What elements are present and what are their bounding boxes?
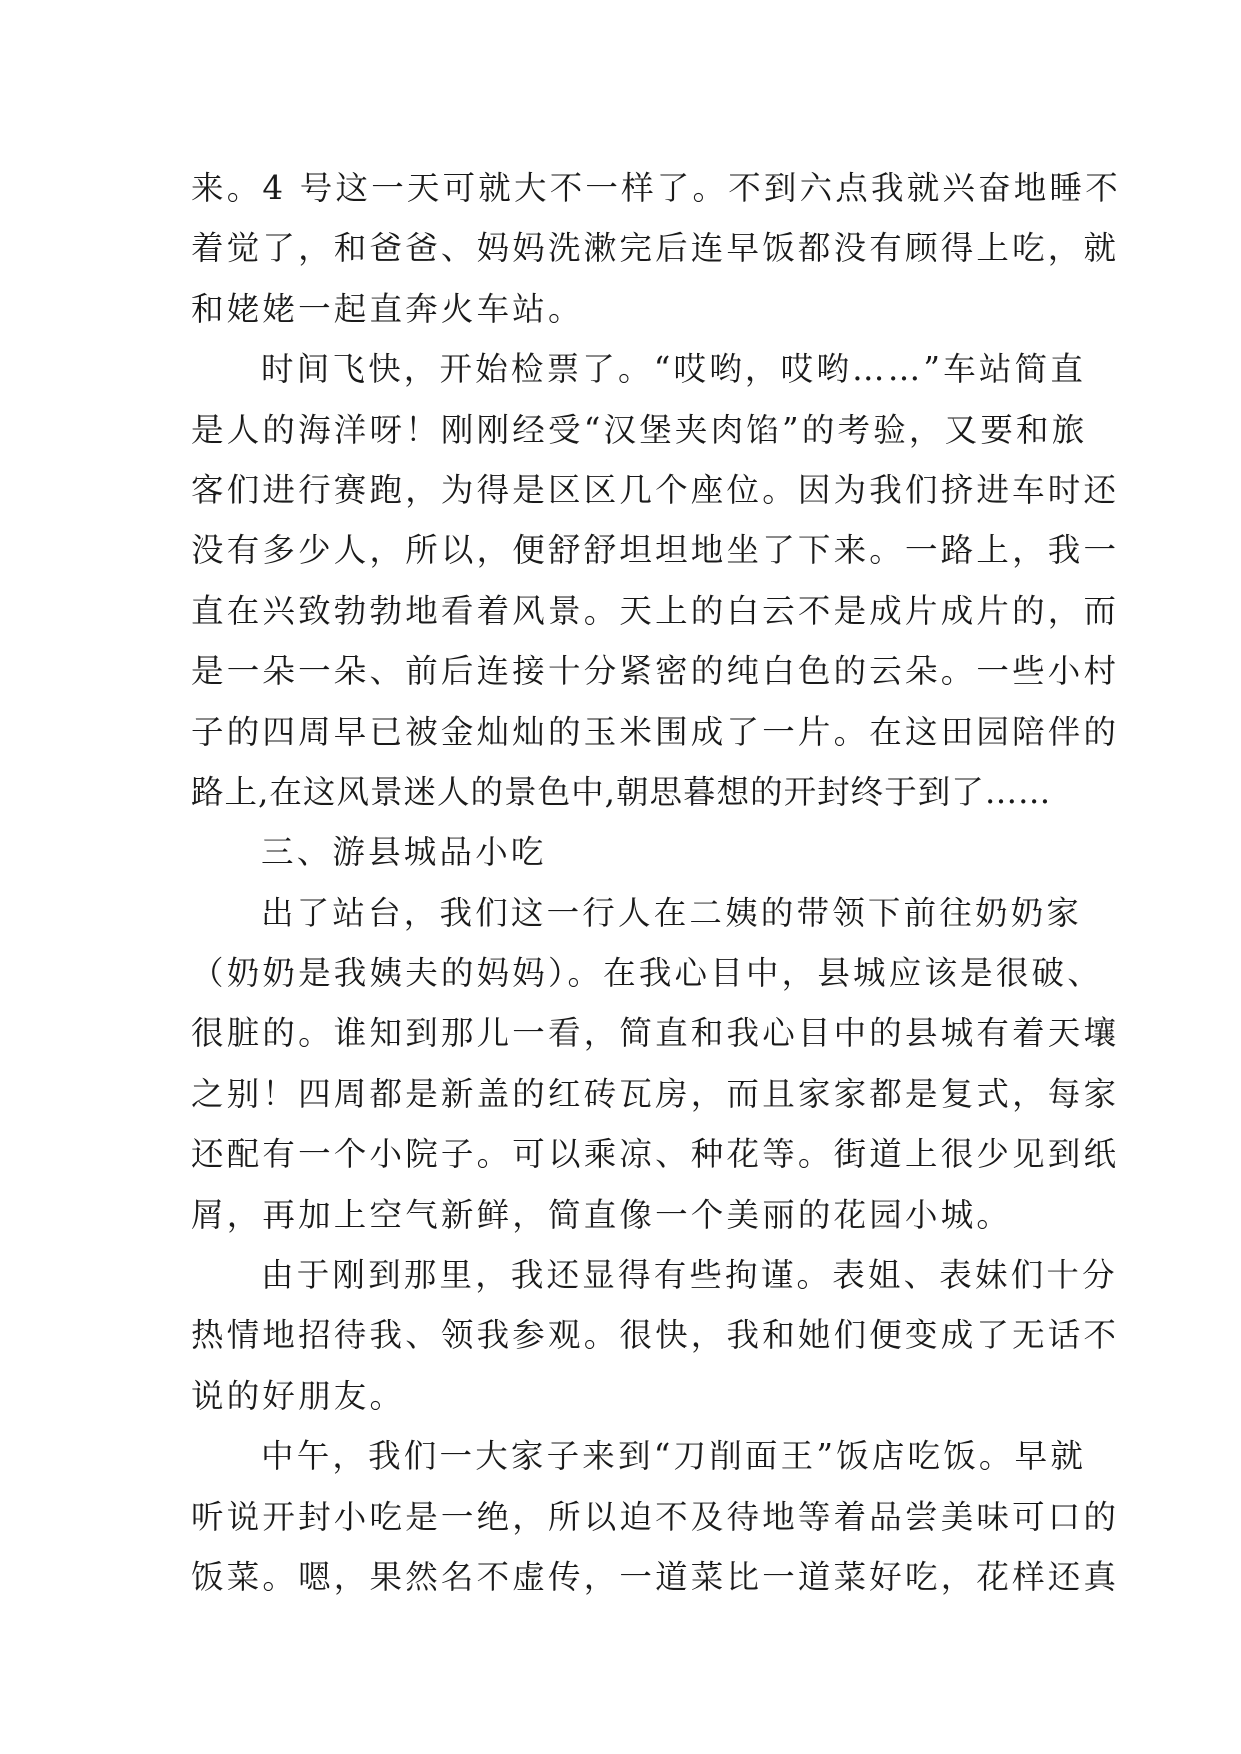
- text-line: 没有多少人，所以，便舒舒坦坦地坐了下来。一路上，我一: [191, 531, 1120, 570]
- paragraph-first-line: 由于刚到那里，我还显得有些拘谨。表姐、表妹们十分: [261, 1256, 1118, 1295]
- text-line: （奶奶是我姨夫的妈妈）。在我心目中，县城应该是很破、: [191, 954, 1103, 993]
- paragraph-first-line: 中午，我们一大家子来到“刀削面王”饭店吃饭。早就: [261, 1437, 1087, 1476]
- text-line: 客们进行赛跑，为得是区区几个座位。因为我们挤进车时还: [191, 470, 1120, 509]
- text-line: 子的四周早已被金灿灿的玉米围成了一片。在这田园陪伴的: [191, 712, 1120, 751]
- text-line: 之别！四周都是新盖的红砖瓦房，而且家家都是复式，每家: [191, 1074, 1120, 1113]
- text-line: 是人的海洋呀！刚刚经受“汉堡夹肉馅”的考验，又要和旅: [191, 410, 1088, 449]
- text-line: 直在兴致勃勃地看着风景。天上的白云不是成片成片的，而: [191, 591, 1120, 630]
- text-line: 来。4 号这一天可就大不一样了。不到六点我就兴奋地睡不: [191, 169, 1121, 207]
- text-line: 是一朵一朵、前后连接十分紧密的纯白色的云朵。一些小村: [191, 652, 1120, 691]
- paragraph-first-line: 时间飞快，开始检票了。“哎哟，哎哟……”车站简直: [261, 350, 1087, 389]
- text-line: 说的好朋友。: [191, 1376, 406, 1415]
- text-line: 听说开封小吃是一绝，所以迫不及待地等着品尝美味可口的: [191, 1497, 1120, 1536]
- section-heading: 三、游县城品小吃: [261, 833, 547, 872]
- text-line: 热情地招待我、领我参观。很快，我和她们便变成了无话不: [191, 1316, 1120, 1355]
- text-line: 着觉了，和爸爸、妈妈洗漱完后连早饭都没有顾得上吃，就: [191, 229, 1120, 268]
- paragraph-first-line: 出了站台，我们这一行人在二姨的带领下前往奶奶家: [261, 893, 1083, 932]
- body-text: [191, 158, 1121, 1607]
- text-line: 还配有一个小院子。可以乘凉、种花等。街道上很少见到纸: [191, 1135, 1120, 1174]
- text-line: 和姥姥一起直奔火车站。: [191, 289, 584, 328]
- text-line: 很脏的。谁知到那儿一看，简直和我心目中的县城有着天壤: [191, 1014, 1120, 1053]
- text-line: 路上,在这风景迷人的景色中,朝思暮想的开封终于到了……: [191, 772, 1051, 811]
- text-line: 饭菜。嗯，果然名不虚传，一道菜比一道菜好吃，花样还真: [191, 1557, 1120, 1596]
- text-line: 屑，再加上空气新鲜，简直像一个美丽的花园小城。: [191, 1195, 1013, 1234]
